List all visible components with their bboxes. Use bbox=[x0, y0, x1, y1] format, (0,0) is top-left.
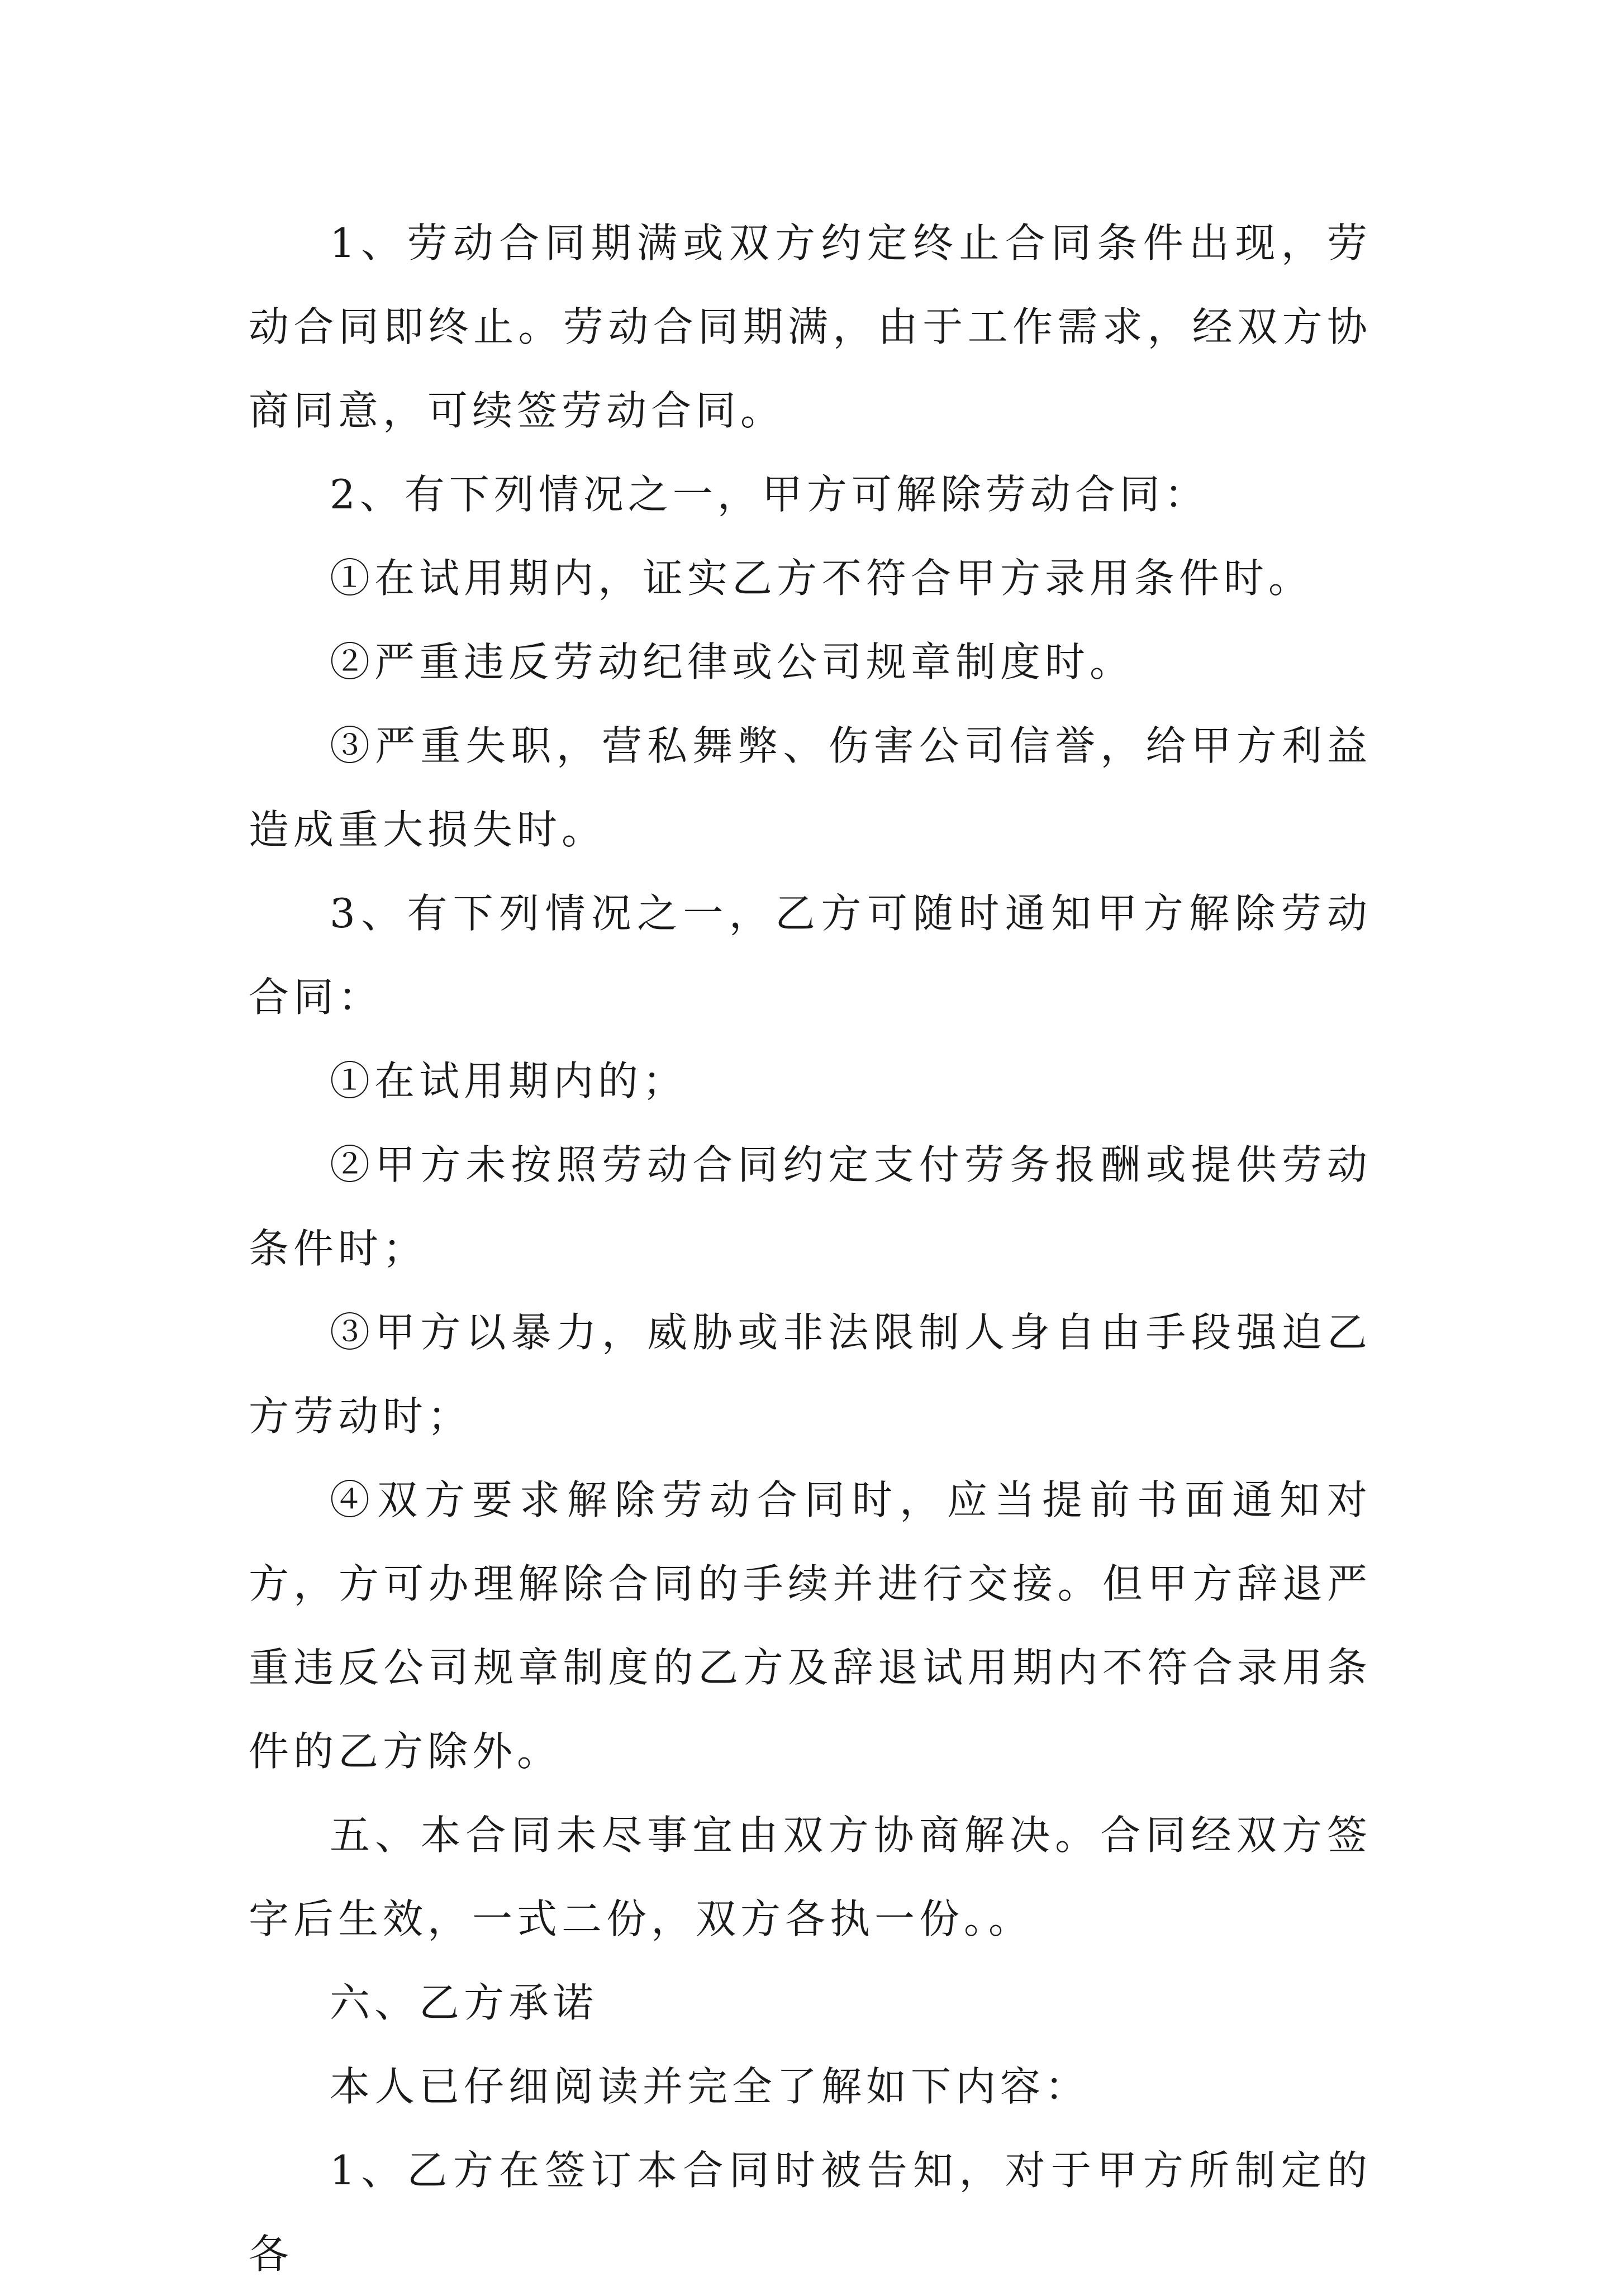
clause-employee-termination-item-1: ①在试用期内的； bbox=[330, 1058, 688, 1104]
section-six-heading: 六、乙方承诺 bbox=[330, 1979, 598, 2026]
clause-termination-expiry: 1、劳动合同期满或双方约定终止合同条件出现，劳动合同即终止。劳动合同期满，由于工作需求，经双方协商同意，可续签劳动合同。 bbox=[249, 220, 1372, 434]
clause-employer-termination-heading: 2、有下列情况之一，甲方可解除劳动合同： bbox=[330, 471, 1209, 518]
contract-body bbox=[249, 201, 1372, 2296]
clause-employee-termination-heading: 3、有下列情况之一，乙方可随时通知甲方解除劳动合同： bbox=[249, 890, 1372, 1021]
clause-employee-termination-item-3: ③甲方以暴力，威胁或非法限制人身自由手段强迫乙方劳动时； bbox=[249, 1309, 1372, 1440]
clause-employer-termination-item-2: ②严重违反劳动纪律或公司规章制度时。 bbox=[330, 639, 1135, 685]
section-six-item-1: 1、乙方在签订本合同时被告知，对于甲方所制定的各 bbox=[249, 2147, 1372, 2278]
clause-employer-termination-item-1: ①在试用期内，证实乙方不符合甲方录用条件时。 bbox=[330, 555, 1314, 602]
section-five-miscellaneous: 五、本合同未尽事宜由双方协商解决。合同经双方签字后生效，一式二份，双方各执一份。。 bbox=[249, 1812, 1372, 1942]
clause-employer-termination-item-3: ③严重失职，营私舞弊、伤害公司信誉，给甲方利益造成重大损失时。 bbox=[249, 722, 1372, 853]
clause-employee-termination-item-2: ②甲方未按照劳动合同约定支付劳务报酬或提供劳动条件时； bbox=[249, 1141, 1372, 1272]
section-six-intro: 本人已仔细阅读并完全了解如下内容： bbox=[330, 2063, 1090, 2110]
clause-employee-termination-item-4: ④双方要求解除劳动合同时，应当提前书面通知对方，方可办理解除合同的手续并进行交接。但甲方辞退严重违反公司规章制度的乙方及辞退试用期内不符合录用条件的乙方除外。 bbox=[249, 1476, 1372, 1775]
